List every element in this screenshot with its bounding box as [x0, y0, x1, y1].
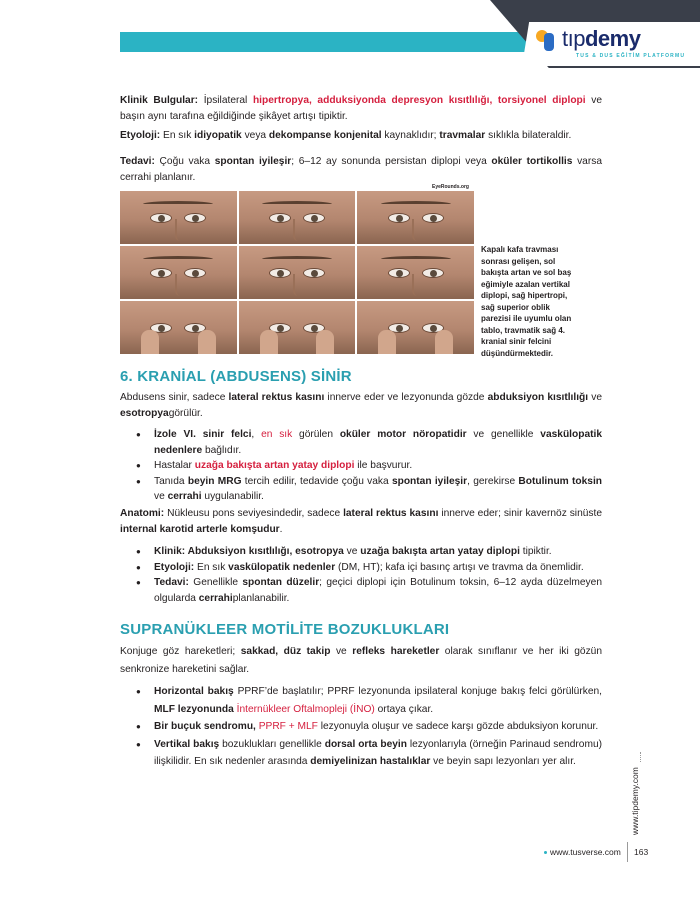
abducens-intro-paragraph: Abdusens sinir, sadece lateral rektus kasını innerve eder ve lezyonunda gözde abduksiyon kısıtlılığı ve esotropyagörülür.	[120, 392, 602, 419]
treatment-paragraph: Tedavi: Çoğu vaka spontan iyileşir; 6–12 ay sonunda persistan diplopi veya oküler tortikollis varsa cerrahi planlanır.	[120, 156, 602, 183]
side-divider	[640, 752, 641, 762]
supranuclear-bullet-list	[120, 683, 602, 771]
logo-subtitle: TUS & DUS EĞİTİM PLATFORMU	[576, 53, 686, 59]
gaze-photo	[239, 191, 356, 244]
gaze-photo	[239, 246, 356, 299]
supranuclear-intro-paragraph: Konjuge göz hareketleri; sakkad, düz takip ve refleks hareketler olarak sınıflanır ve her iki gözün senkronize hareketini sağlar.	[120, 646, 603, 675]
footer-separator	[627, 842, 628, 862]
list-item: ● Etyoloji: En sık vaskülopatik nedenler (DM, HT); kafa içi basınç artışı ve travma da önemlidir.	[120, 560, 602, 576]
side-url[interactable]: www.tipdemy.com	[630, 767, 640, 835]
gaze-photo	[357, 301, 474, 354]
footer-url[interactable]: www.tusverse.com	[550, 847, 621, 857]
abducens-bullet-list	[120, 427, 602, 505]
logo-mark-icon	[536, 30, 556, 52]
gaze-photo	[120, 246, 237, 299]
logo-text: tıpdemy	[562, 26, 641, 51]
gaze-photo	[357, 246, 474, 299]
list-item: ● Tedavi: Genellikle spontan düzelir; geçici diplopi için Botulinum toksin, 6–12 ayda düzelmeyen olgularda cerrahiplanlanabilir.	[120, 575, 602, 606]
page-number: 163	[634, 847, 649, 857]
section-title-supranuclear: SUPRANÜKLEER MOTİLİTE BOZUKLUKLARI	[120, 621, 450, 638]
list-item: ● Horizontal bakış PPRF’de başlatılır; PPRF lezyonunda ipsilateral konjuge bakış felci görülürken, MLF lezyonunda İnternükleer Oftalmopleji (İNO) ortaya çıkar.	[120, 683, 602, 718]
abducens-anatomy-paragraph: Anatomi: Nükleusu pons seviyesindedir, sadece lateral rektus kasını innerve eder; sinir kavernöz sinüste internal karotid arterle komşudur.	[120, 508, 602, 535]
gaze-photo	[357, 191, 474, 244]
gaze-photo	[120, 191, 237, 244]
abducens-summary-list	[120, 544, 602, 606]
list-item: ● Hastalar uzağa bakışta artan yatay diplopi ile başvurur.	[120, 458, 602, 474]
list-item: ● Tanıda beyin MRG tercih edilir, tedavide çoğu vaka spontan iyileşir, gerekirse Botulinum toksin ve cerrahi uygulanabilir.	[120, 474, 602, 505]
list-item: ● İzole VI. sinir felci, en sık görülen oküler motor nöropatidir ve genellikle vaskülopatik nedenlere bağlıdır.	[120, 427, 602, 458]
clinical-findings-paragraph: Klinik Bulgular: İpsilateral hipertropya, adduksiyonda depresyon kısıtlılığı, torsiyonel diplopi ve başın aynı tarafına eğildiğinde şikâyet artışı tipiktir.	[120, 95, 603, 122]
list-item: ● Vertikal bakış bozuklukları genellikle dorsal orta beyin lezyonlarıyla (örneğin Parinaud sendromu) ilişkilidir. En sık nedenler arasında demiyelinizan hastalıklar ve beyin sapı lezyonları yer alır.	[120, 736, 602, 771]
figure-credit: EyeRounds.org	[432, 184, 469, 190]
footer-dot	[544, 851, 547, 854]
list-item: ● Bir buçuk sendromu, PPRF + MLF lezyonuyla oluşur ve sadece karşı gözde abduksiyon korunur.	[120, 718, 602, 736]
nine-gaze-photo-grid	[120, 191, 474, 354]
etiology-paragraph: Etyoloji: En sık idiyopatik veya dekompanse konjenital kaynaklıdır; travmalar sıklıkla bilateraldir.	[120, 130, 572, 141]
section-title-abducens: 6. KRANİAL (ABDUSENS) SİNİR	[120, 368, 352, 385]
figure-caption: Kapalı kafa travması sonrası gelişen, sol bakışta artan ve sol baş eğimiyle azalan vertikal diplopi, sağ hipertropi, sağ superior oblik parezisi ile uyumlu olan tablo, travmatik sağ 4. kranial sinir felcini düşündürmektedir.	[481, 245, 572, 358]
gaze-photo	[239, 301, 356, 354]
gaze-photo	[120, 301, 237, 354]
list-item: ● Klinik: Abduksiyon kısıtlılığı, esotropya ve uzağa bakışta artan yatay diplopi tipiktir.	[120, 544, 602, 560]
tipdemy-logo	[532, 26, 692, 62]
